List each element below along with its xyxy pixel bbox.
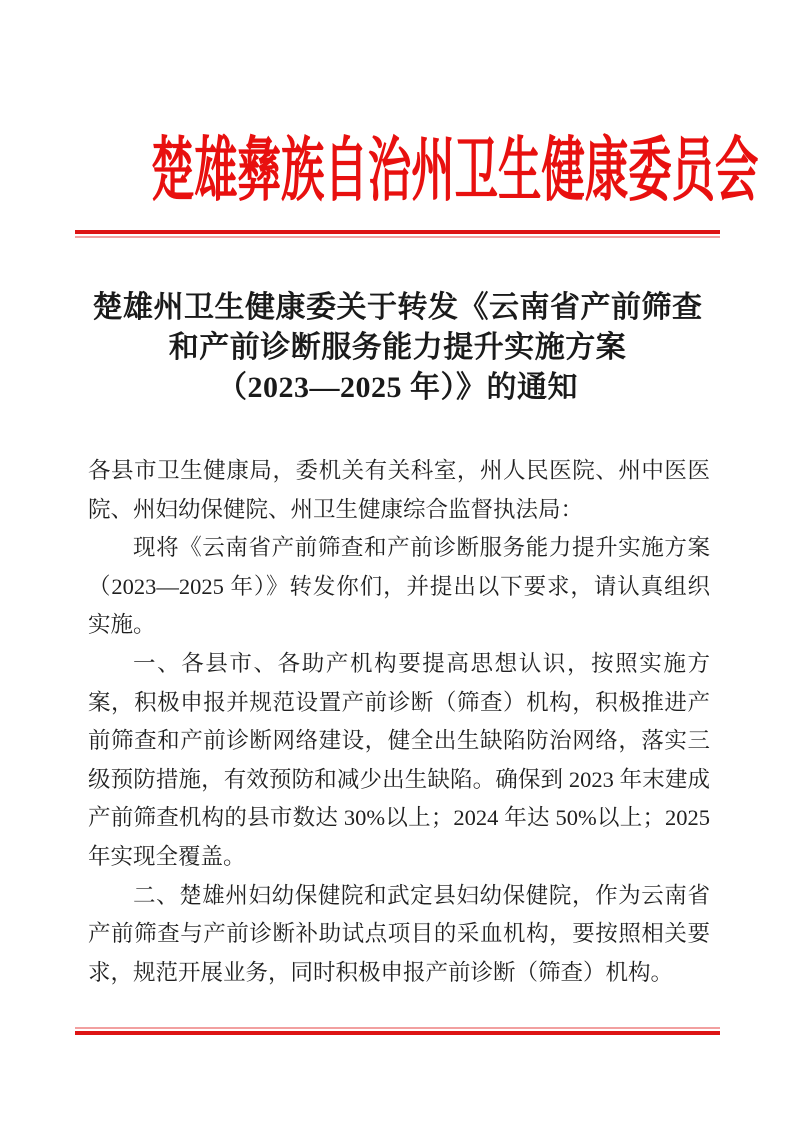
separator-thick-line — [75, 230, 720, 234]
document-body — [88, 452, 710, 992]
separator-thick-line — [75, 1031, 720, 1035]
separator-thin-line — [75, 236, 720, 238]
footer-separator — [75, 1027, 720, 1035]
separator-thin-line — [75, 1027, 720, 1029]
masthead-separator — [75, 230, 720, 238]
agency-masthead: 楚雄彝族自治州卫生健康委员会 — [150, 133, 759, 210]
document-title-line-2: 和产前诊断服务能力提升实施方案 — [168, 331, 627, 364]
body-paragraph-salutation: 各县市卫生健康局，委机关有关科室，州人民医院、州中医医院、州妇幼保健院、州卫生健康综合监督执法局： — [88, 458, 710, 522]
body-paragraph-item-2: 二、楚雄州妇幼保健院和武定县妇幼保健院，作为云南省产前筛查与产前诊断补助试点项目的采血机构，要按照相关要求，规范开展业务，同时积极申报产前诊断（筛查）机构。 — [88, 882, 710, 985]
document-title-line-1: 楚雄州卫生健康委关于转发《云南省产前筛查 — [92, 291, 703, 324]
body-paragraph-item-1: 一、各县市、各助产机构要提高思想认识，按照实施方案，积极申报并规范设置产前诊断（筛查）机构，积极推进产前筛查和产前诊断网络建设，健全出生缺陷防治网络，落实三级预防措施，有效预防和减少出生缺陷。确保到 2023 年末建成产前筛查机构的县市数达 30%以上；2024 年达 50%以上；2025 年实现全覆盖。 — [88, 650, 710, 869]
document-title-line-3: （2023—2025 年）》的通知 — [217, 371, 578, 404]
body-paragraph-intro: 现将《云南省产前筛查和产前诊断服务能力提升实施方案（2023—2025 年）》转发你们，并提出以下要求，请认真组织实施。 — [88, 535, 710, 638]
document-title — [75, 288, 720, 408]
